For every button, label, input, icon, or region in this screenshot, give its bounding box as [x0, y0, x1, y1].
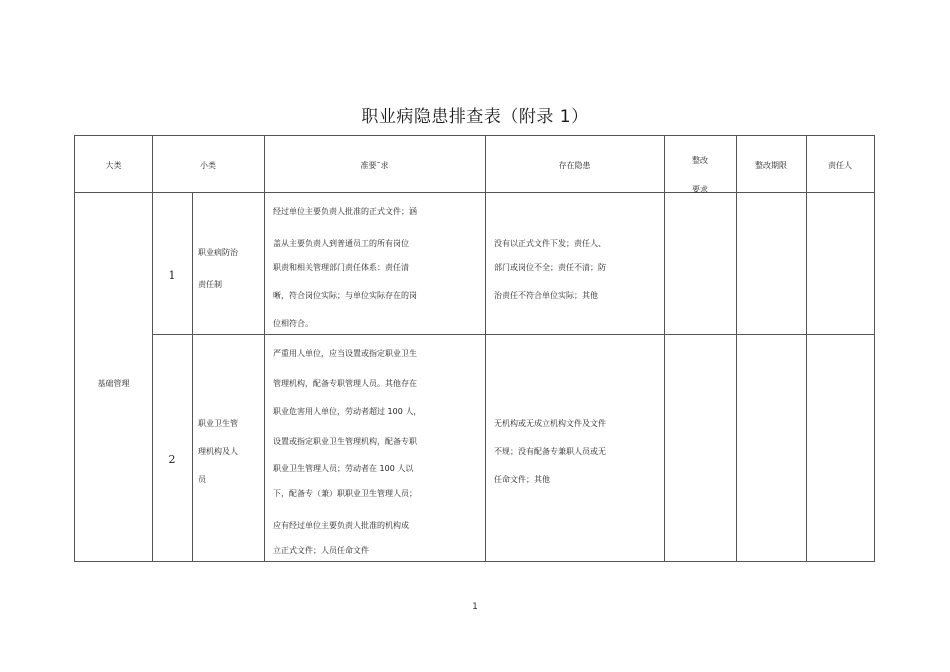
- requirement-line: 应有经过单位主要负责人批准的机构成: [273, 521, 409, 530]
- hazard-line: 不规；没有配备专兼职人员或无: [494, 447, 606, 456]
- requirement-line: 职责和相关管理部门责任体系：责任清: [273, 263, 409, 272]
- hazard-line: 治责任不符合单位实际；其他: [494, 291, 598, 300]
- header-requirement: 准要˜求: [360, 161, 389, 170]
- col-divider: [485, 136, 486, 561]
- requirement-line: 晰，符合岗位实际；与单位实际存在的岗: [273, 291, 417, 300]
- hazard-line: 无机构或无成立机构文件及文件: [494, 419, 606, 428]
- requirement-line: 位相符合。: [273, 319, 313, 328]
- requirement-line: 职业危害用人单位，劳动者超过 100 人，: [273, 407, 422, 416]
- subcategory-line: 理机构及人: [198, 447, 238, 456]
- header-responsible: 责任人: [828, 161, 852, 170]
- requirement-line: 严重用人单位，应当设置或指定职业卫生: [273, 349, 417, 358]
- col-divider: [736, 136, 737, 561]
- hazard-line: 部门或岗位不全；责任不清；防: [494, 263, 606, 272]
- hazard-line: 没有以正式文件下发；责任人、: [494, 239, 606, 248]
- header-hazard: 存在隐患: [558, 161, 591, 170]
- col-divider: [664, 136, 665, 561]
- row-divider: [152, 334, 874, 335]
- requirement-line: 立正式文件；人员任命文件: [273, 546, 369, 555]
- page-number: 1: [472, 602, 478, 612]
- row-number: 1: [168, 269, 176, 282]
- group-label: 基础管理: [97, 379, 130, 388]
- hazard-line: 任命文件；其他: [494, 475, 550, 484]
- requirement-line: 职业卫生管理人员；劳动者在 100 人以: [273, 464, 414, 473]
- subcategory-line: 责任制: [198, 280, 222, 289]
- inspection-table: [74, 135, 875, 562]
- requirement-line: 下，配备专（兼）职职业卫生管理人员；: [273, 489, 417, 498]
- header-deadline: 整改期限: [755, 161, 787, 170]
- subcategory-line: 职业病防治: [198, 248, 238, 257]
- requirement-line: 盖从主要负责人到普通员工的所有岗位: [273, 239, 409, 248]
- subcategory-line: 员: [198, 475, 206, 484]
- header-rectify-sub: 要求: [692, 185, 708, 194]
- header-rectify: 整改: [692, 156, 708, 165]
- row-number: 2: [168, 453, 176, 466]
- requirement-line: 经过单位主要负责人批准的正式文件；涵: [273, 207, 417, 216]
- header-category: 大类: [105, 161, 122, 170]
- page-title: 职业病隐患排查表（附录 1）: [361, 107, 589, 127]
- row-divider: [75, 192, 874, 193]
- col-divider: [806, 136, 807, 561]
- requirement-line: 管理机构，配备专职管理人员。其他存在: [273, 379, 417, 388]
- subcategory-line: 职业卫生管: [198, 419, 238, 428]
- header-subcategory: 小类: [200, 161, 216, 170]
- col-divider: [192, 193, 193, 561]
- requirement-line: 设置或指定职业卫生管理机构，配备专职: [273, 437, 417, 446]
- col-divider: [264, 136, 265, 561]
- col-divider: [152, 136, 153, 561]
